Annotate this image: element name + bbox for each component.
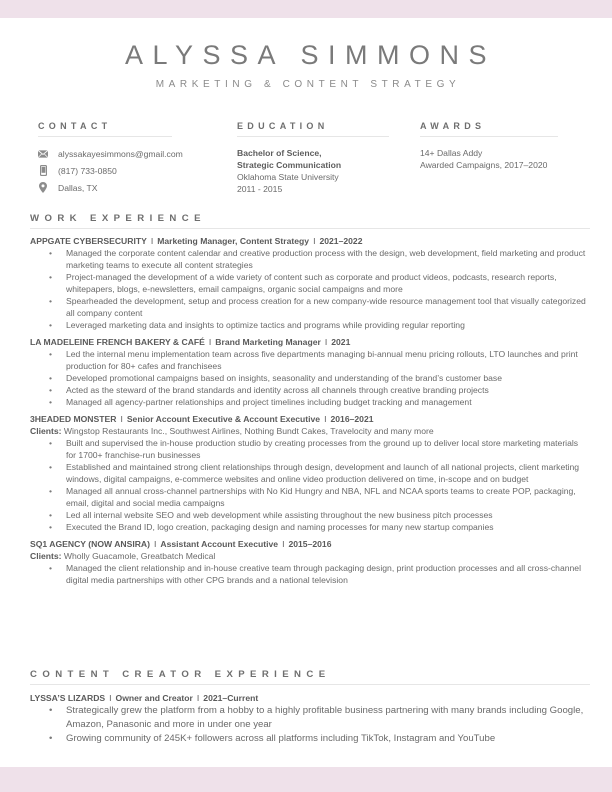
phone-text: (817) 733-0850 (58, 165, 117, 176)
company-name: LYSSA’S LIZARDS (30, 693, 106, 703)
school-name: Oklahoma State University (237, 172, 339, 182)
job-header: SQ1 AGENCY (NOW ANSIRA) I Assistant Account Executive I 2015–2016 (30, 539, 332, 549)
candidate-title: MARKETING & CONTENT STRATEGY (155, 79, 461, 90)
degree-line-2: Strategic Communication (237, 160, 342, 170)
content-creator-section (30, 669, 590, 746)
location-text: Dallas, TX (58, 182, 98, 193)
clients-line (30, 425, 590, 437)
list-item: • Leveraged marketing data and insights to optimize tactics and programs while providing regular reporting (30, 319, 590, 331)
job-la-madeleine (30, 336, 590, 408)
company-name: 3HEADED MONSTER (30, 414, 117, 424)
list-item: • Spearheaded the development, setup and process creation for a new company-wide resource management tool that visually categorized all company content (30, 295, 590, 319)
email-icon (38, 149, 48, 159)
job-role: Marketing Manager, Content Strategy (157, 236, 310, 246)
clients-line (30, 550, 590, 562)
job-role: Assistant Account Executive (160, 539, 279, 549)
company-name: SQ1 AGENCY (NOW ANSIRA) (30, 539, 151, 549)
list-item: • Led the internal menu implementation team across five departments managing bi-annual menu pricing rollouts, LTO launches and print production for 80+ cafes and franchisees (30, 348, 590, 372)
job-header: LA MADELEINE FRENCH BAKERY & CAFÉ I Brand Marketing Manager I 2021 (30, 337, 351, 347)
list-item: • Developed promotional campaigns based on insights, seasonality and understanding of the brand’s customer base (30, 372, 590, 384)
awards-section (420, 120, 558, 171)
section-title-contact: CONTACT (38, 121, 112, 131)
top-accent-band (0, 0, 612, 18)
job-dates: 2021–Current (203, 693, 259, 703)
list-item: • Strategically grew the platform from a hobby to a highly profitable business partnering with many brands including Google, Amazon, Panasonic and more in under one year (30, 704, 590, 732)
education-section (237, 120, 389, 195)
education-years: 2011 - 2015 (237, 184, 283, 194)
degree-line-1: Bachelor of Science, (237, 148, 322, 158)
contact-location (38, 179, 172, 196)
clients-label: Clients: (30, 551, 62, 561)
job-role: Brand Marketing Manager (215, 337, 321, 347)
phone-icon (38, 166, 48, 176)
job-header: APPGATE CYBERSECURITY I Marketing Manager, Content Strategy I 2021–2022 (30, 236, 363, 246)
clients-label: Clients: (30, 426, 62, 436)
job-dates: 2021 (331, 337, 351, 347)
job-role: Owner and Creator (115, 693, 193, 703)
list-item: • Established and maintained strong client relationships through design, development and launch of all national projects, client marketing windows, digital campaigns, e-commerce websites and online video production delivered on time, in-scope and on budget (30, 461, 590, 485)
job-dates: 2016–2021 (330, 414, 374, 424)
job-header: LYSSA’S LIZARDS I Owner and Creator I 2021–Current (30, 693, 259, 703)
section-title-content-creator: CONTENT CREATOR EXPERIENCE (30, 669, 331, 680)
section-title-awards: AWARDS (420, 121, 486, 131)
candidate-name: ALYSSA SIMMONS (124, 40, 497, 70)
job-header: 3HEADED MONSTER I Senior Account Executive & Account Executive I 2016–2021 (30, 414, 374, 424)
section-divider (237, 136, 389, 137)
list-item: • Managed the corporate content calendar and creative production process with the design, web development, field marketing and product marketing teams to execute all content strategies (30, 247, 590, 271)
list-item: • Growing community of 245K+ followers across all platforms including TikTok, Instagram and YouTube (30, 732, 590, 746)
work-experience-section (30, 213, 590, 586)
location-pin-icon (38, 183, 48, 193)
list-item: • Led all internal website SEO and web development while assisting throughout the new business pitch processes (30, 509, 590, 521)
section-divider (30, 228, 590, 229)
job-lyssas-lizards (30, 692, 590, 746)
contact-phone (38, 162, 172, 179)
list-item: • Managed all annual cross-channel partnerships with No Kid Hungry and NBA, NFL and NCAA sports teams to create POP, packaging, email, digital and social media campaigns (30, 485, 590, 509)
list-item: • Executed the Brand ID, logo creation, packaging design and naming processes for many new startup companies (30, 521, 590, 533)
section-divider (30, 684, 590, 685)
list-item: • Built and supervised the in-house production studio by creating processes from the ground up to deliver local store marketing materials for 1700+ franchise-run businesses (30, 437, 590, 461)
job-role: Senior Account Executive & Account Executive (126, 414, 321, 424)
company-name: LA MADELEINE FRENCH BAKERY & CAFÉ (30, 337, 205, 347)
email-text[interactable]: alyssakayesimmons@gmail.com (58, 148, 183, 159)
company-name: APPGATE CYBERSECURITY (30, 236, 147, 246)
clients-list: Wingstop Restaurants Inc., Southwest Airlines, Nothing Bundt Cakes, Travelocity and many more (63, 426, 434, 436)
job-sq1-agency (30, 538, 590, 586)
contact-section (38, 120, 183, 196)
section-divider (420, 136, 558, 137)
clients-list: Wholly Guacamole, Greatbatch Medical (63, 551, 216, 561)
job-3headed-monster (30, 413, 590, 533)
award-line-1: 14+ Dallas Addy (420, 148, 483, 158)
job-dates: 2021–2022 (319, 236, 363, 246)
bottom-accent-band (0, 767, 612, 792)
list-item: • Project-managed the development of a wide variety of content such as corporate and product videos, podcasts, research reports, whitepapers, blogs, e-newsletters, email campaigns, organic social campaigns and more (30, 271, 590, 295)
job-dates: 2015–2016 (288, 539, 332, 549)
award-line-2: Awarded Campaigns, 2017–2020 (420, 160, 548, 170)
list-item: • Acted as the steward of the brand standards and identity across all channels through creative branding projects (30, 384, 590, 396)
contact-email (38, 145, 183, 162)
job-appgate (30, 235, 590, 331)
list-item: • Managed the client relationship and in-house creative team through packaging design, print production processes and all cross-channel digital media partnerships with other CPG brands and a national television (30, 562, 590, 586)
section-divider (38, 136, 172, 137)
section-title-work-experience: WORK EXPERIENCE (30, 213, 206, 224)
list-item: • Managed all agency-partner relationships and project timelines including budget tracking and management (30, 396, 590, 408)
section-title-education: EDUCATION (237, 121, 329, 131)
